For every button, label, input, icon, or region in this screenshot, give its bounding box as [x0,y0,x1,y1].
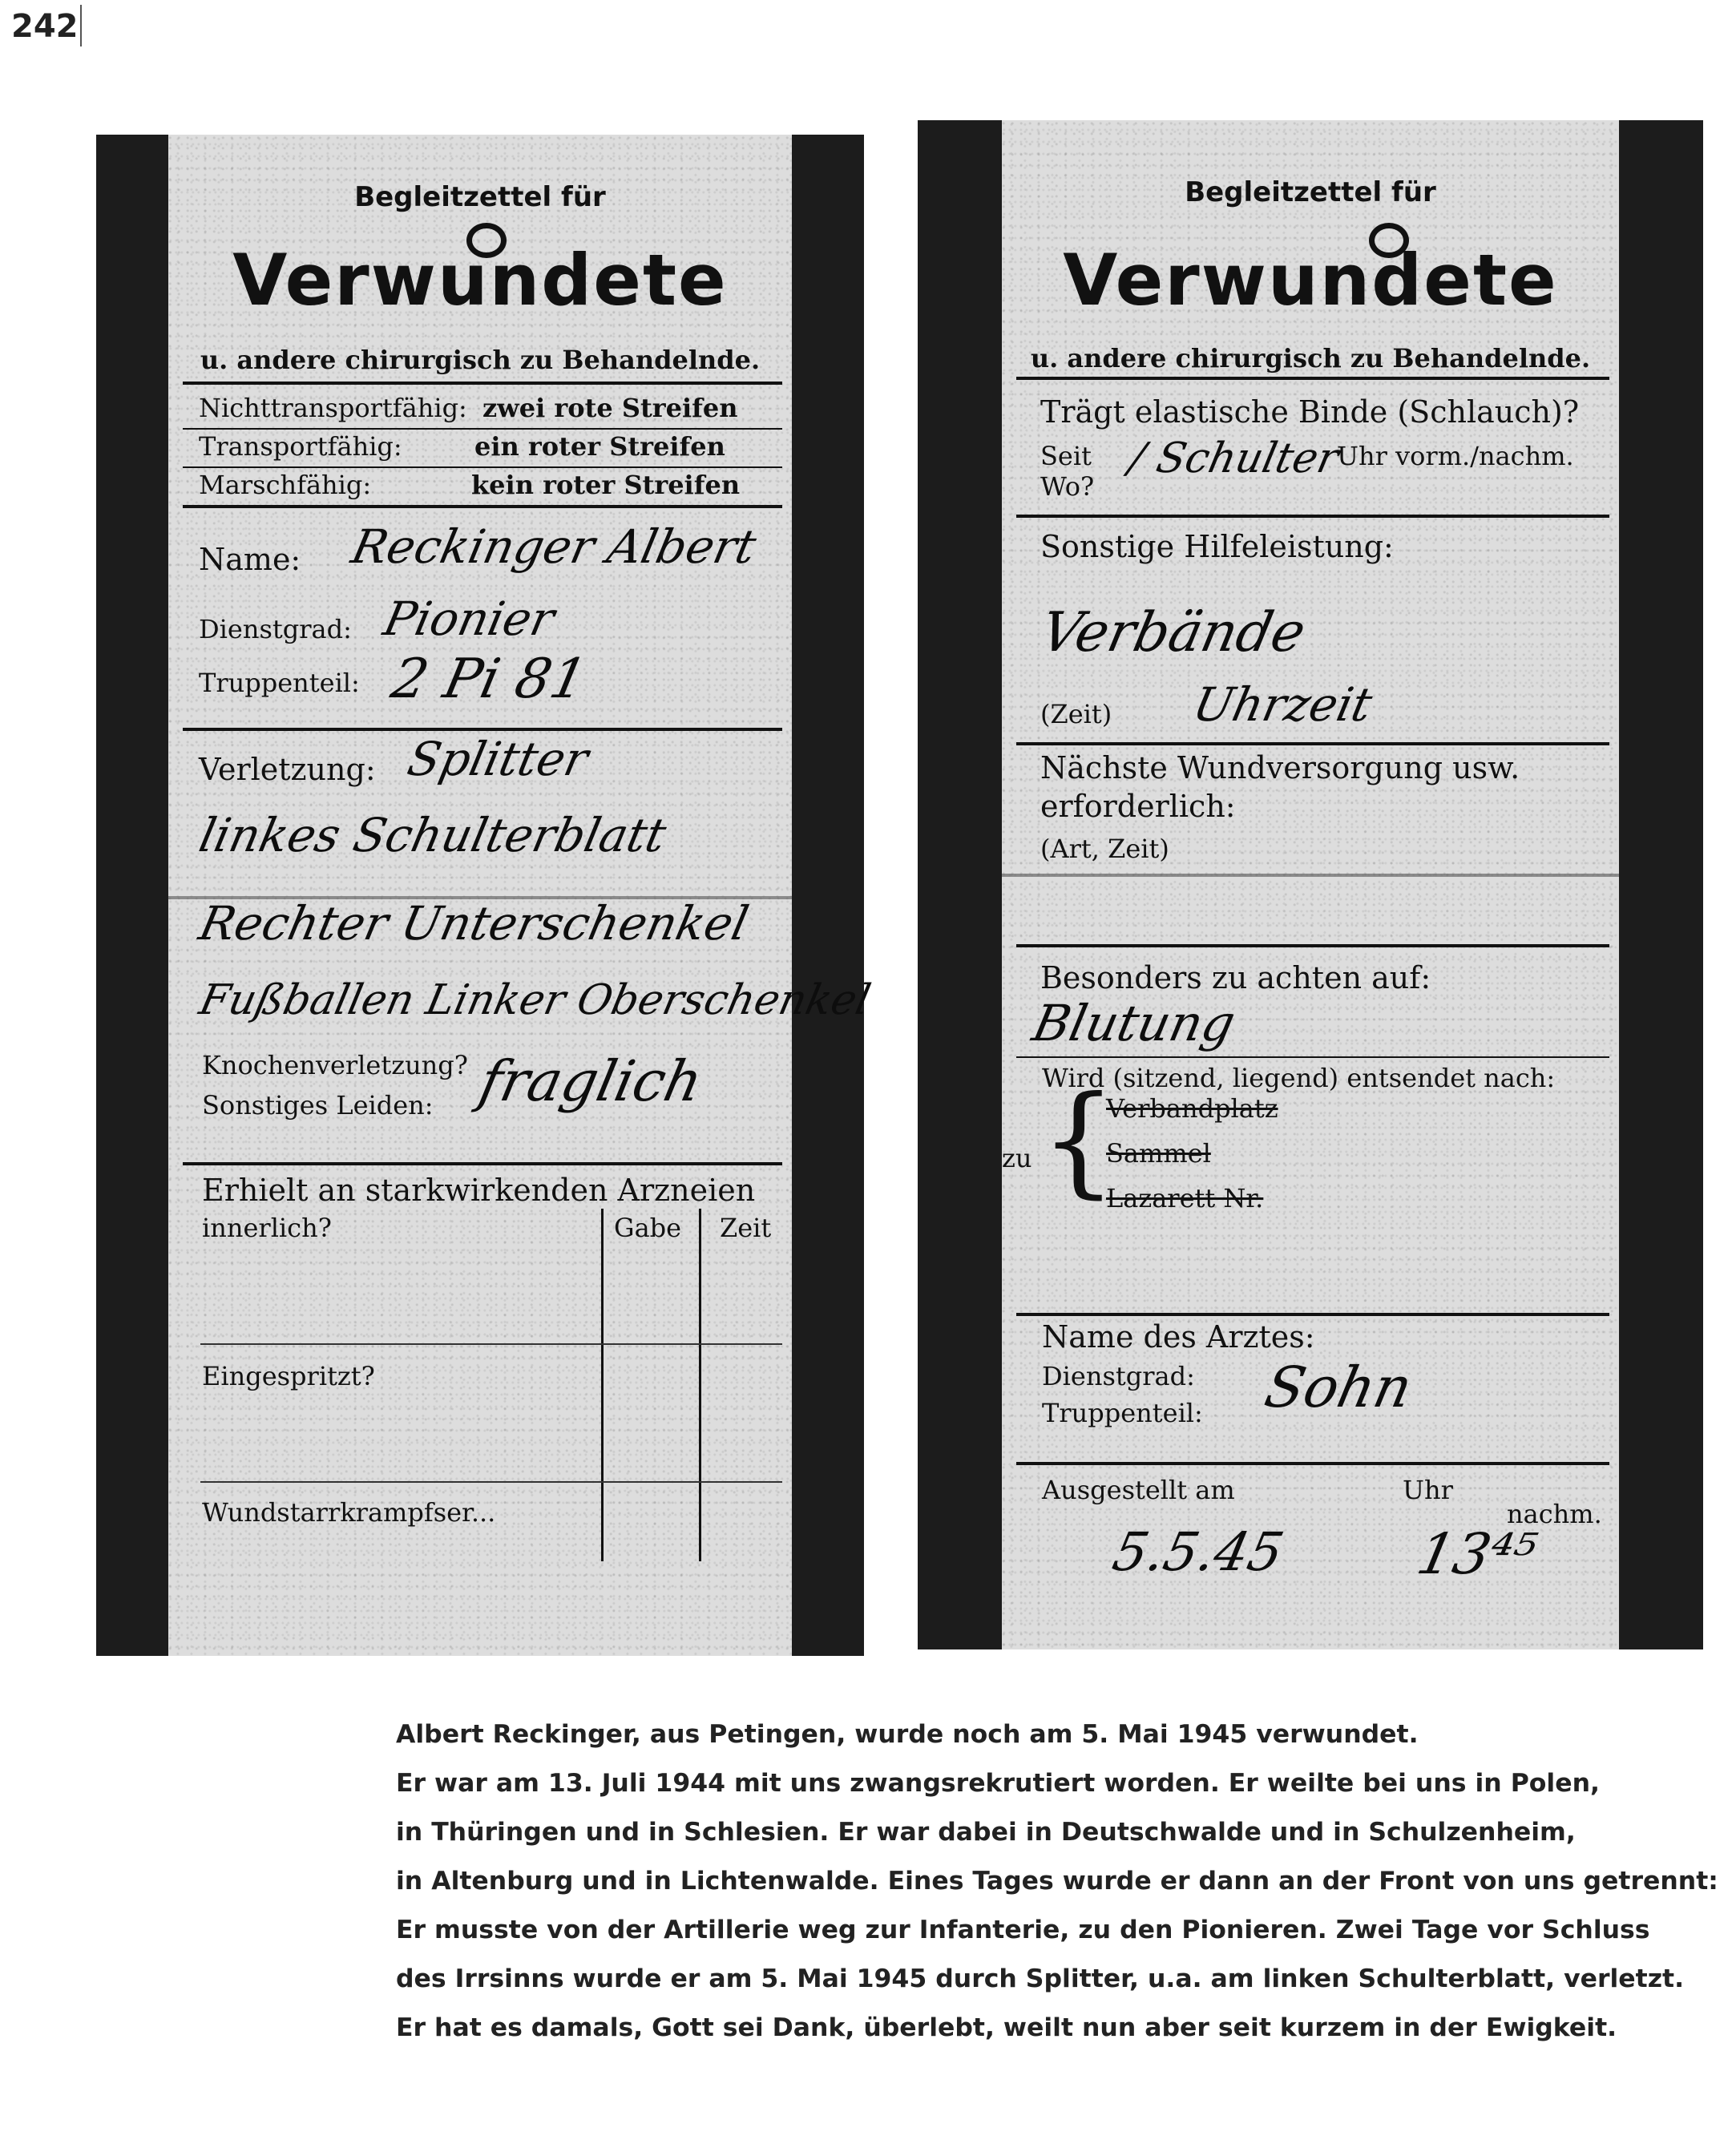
attention-label: Besonders zu achten auf: [1040,960,1431,995]
divider [183,505,782,508]
destination-2: Sammel [1106,1138,1211,1169]
caption-line: Er war am 13. Juli 1944 mit uns zwangsrekrutiert worden. Er weilte bei uns in Polen, [396,1769,1600,1798]
column-divider [699,1209,701,1561]
destination-1: Verbandplatz [1106,1093,1278,1124]
injury-label: Verletzung: [199,752,376,787]
issued-time: 13⁴⁵ [1411,1521,1542,1587]
art-zeit-label: (Art, Zeit) [1040,834,1169,864]
divider [183,1162,782,1165]
rank-value: Pionier [378,592,559,646]
since-label: Seit [1040,441,1092,471]
tetanus-label: Wundstarrkrampfser... [202,1497,496,1528]
doctor-unit-label: Truppenteil: [1042,1398,1203,1428]
injury-line-1: Splitter [402,732,593,786]
zu-label: zu [1002,1143,1032,1173]
status-label-1: Nichttransportfähig: [199,393,467,423]
divider [183,728,782,731]
caption-line: in Thüringen und in Schlesien. Er war dabei in Deutschwalde und in Schulzenheim, [396,1818,1576,1847]
bone-injury-value: fraglich [474,1048,709,1114]
divider [183,382,782,385]
left-title-big: Verwundete [232,239,728,321]
name-label: Name: [199,542,301,577]
right-tag-paper [1002,120,1619,1649]
left-subtitle: u. andere chirurgisch zu Behandelnde. [200,345,761,375]
status-value-1: zwei rote Streifen [482,393,738,423]
time-of-day-label: Uhr vorm./nachm. [1337,441,1574,471]
injected-label: Eingespritzt? [202,1361,375,1391]
caption-line: Er hat es damals, Gott sei Dank, überlebt, weilt nun aber seit kurzem in der Ewigkeit. [396,2013,1617,2042]
caption [396,1710,1718,2053]
injury-line-3: Rechter Unterschenkel [194,896,753,951]
other-help-value: Verbände [1035,601,1311,664]
next-care-line-2: erforderlich: [1040,789,1236,824]
doctor-rank-label: Dienstgrad: [1042,1361,1195,1391]
divider [200,1343,782,1345]
caption-line: Albert Reckinger, aus Petingen, wurde noch am 5. Mai 1945 verwundet. [396,1720,1419,1749]
sent-to-label: Wird (sitzend, liegend) entsendet nach: [1042,1063,1556,1093]
unit-label: Truppenteil: [199,668,360,698]
right-wound-tag [918,120,1703,1649]
nachm-label: nachm. [1507,1499,1602,1529]
status-label-3: Marschfähig: [199,470,372,500]
divider [183,466,782,468]
where-value: / Schulter [1124,434,1343,483]
time-paren-label: (Zeit) [1040,699,1112,729]
divider [1016,944,1609,947]
destination-3: Lazarett Nr. [1106,1183,1264,1213]
unit-value: 2 Pi 81 [386,648,592,711]
dose-header: Gabe [614,1213,682,1243]
divider [183,428,782,430]
status-label-2: Transportfähig: [199,431,402,462]
other-ailment-label: Sonstiges Leiden: [202,1090,434,1120]
doctor-name-label: Name des Arztes: [1042,1319,1315,1355]
issued-label: Ausgestellt am [1042,1475,1235,1505]
status-value-3: kein roter Streifen [471,470,741,500]
brace-icon: { [1040,1071,1117,1210]
divider [1016,742,1609,745]
uhr-label: Uhr [1403,1475,1453,1505]
left-title-small: Begleitzettel für [354,181,606,213]
status-value-2: ein roter Streifen [474,431,725,462]
divider [1016,377,1609,380]
left-wound-tag [96,135,875,1656]
issued-date: 5.5.45 [1107,1521,1290,1583]
time-value: Uhrzeit [1188,677,1377,732]
divider [1016,515,1609,518]
divider [1016,1056,1609,1058]
page-number: 242 [11,8,79,45]
caption-line: in Altenburg und in Lichtenwalde. Eines Tages wurde er dann an der Front von uns getrennt: [396,1867,1718,1896]
rank-label: Dienstgrad: [199,614,352,644]
time-header: Zeit [720,1213,772,1243]
where-label: Wo? [1040,471,1095,502]
other-help-label: Sonstige Hilfeleistung: [1040,529,1394,564]
name-value: Reckinger Albert [346,519,761,574]
fold-line [1002,874,1619,877]
right-subtitle: u. andere chirurgisch zu Behandelnde. [1030,343,1591,373]
next-care-line-1: Nächste Wundversorgung usw. [1040,750,1520,785]
right-title-small: Begleitzettel für [1185,176,1436,208]
caption-line: des Irrsinns wurde er am 5. Mai 1945 durch Splitter, u.a. am linken Schulterblatt, verletzt. [396,1964,1685,1993]
left-tag-paper [168,135,875,1656]
medication-heading: Erhielt an starkwirkenden Arzneien [202,1173,756,1208]
bandage-question: Trägt elastische Binde (Schlauch)? [1040,394,1580,430]
page-number-divider [80,5,82,46]
doctor-signature: Sohn [1259,1355,1418,1420]
internal-label: innerlich? [202,1213,332,1243]
caption-line: Er musste von der Artillerie weg zur Infanterie, zu den Pionieren. Zwei Tage vor Schluss [396,1916,1650,1944]
bone-injury-label: Knochenverletzung? [202,1050,468,1080]
column-divider [601,1209,604,1561]
attention-value: Blutung [1027,994,1241,1052]
injury-line-2: linkes Schulterblatt [194,808,672,862]
injury-line-4: Fußballen Linker Oberschenkel [195,976,875,1024]
divider [200,1481,782,1483]
divider [1016,1462,1609,1465]
divider [1016,1313,1609,1316]
right-title-big: Verwundete [1063,239,1558,321]
